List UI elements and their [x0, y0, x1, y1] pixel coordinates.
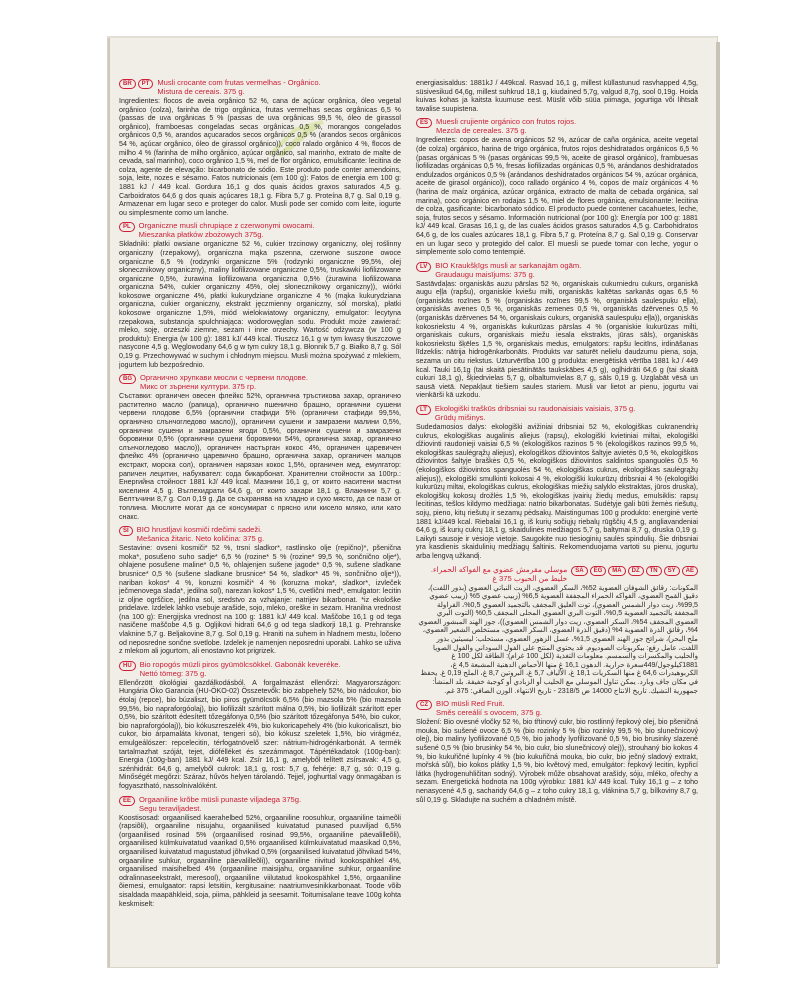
section-title [140, 373, 308, 391]
product-subtitle: Микс от зърнени култури. 375 гр. [140, 382, 257, 392]
country-tag-dz: DZ [628, 566, 644, 576]
section-body: Složení: Bio ovesné vločky 52 %, bio třtinový cukr, bio rostlinný řepkový olej, bio pšeničná mouka, bio sušené ovoce 6,5 % (bio rozinky 5 % (bio rozinky 99,5 %, bio slunečnicový olej), bio maliny lyofilizované 0,5 %, bio jahody lyofilizované 0,5 %, bio brusinky slazené sušené 0,5 % (bio brusinky 54 %, bio cukr, bio slunečnicový olej)), strouhaný bio kokos 4 %, bio kukuřičné lupínky 4 % (bio kukuřičná mouka, bio cukr, bio ječný sladový extrakt, mořská sůl), bio kokos plátky 1,5 %, bio květový med, emulgátor: řepkový lecitin, kypřicí látka (hydrogenuhličitan sodný). Výrobek může obsahovat arašídy, sóju, mléko, ořechy a sezam. Energetická hodnota na 100g výrobku: 1881 kJ/ 449 kcal. Tuky 16,1 g – z toho nenasycené 4,5 g, sacharidy 64,6 g – z toho cukry 18,1 g, vláknina 5,7 g, bílkoviny 8,7 g, sůl 0,19 g. Skladujte na suchém a chladném místě. [416, 718, 698, 804]
section-header [119, 373, 401, 391]
product-title: BIO hrustljavi kosmiči rdečimi sadeži. [136, 525, 263, 535]
package-side-edge [716, 42, 720, 964]
section-header [119, 78, 401, 96]
section-body: Koostisosad: orgaanilised kaerahelbed 52%, orgaaniline roosuhkur, orgaaniline taimeõli (rapsiõli), orgaaniline nisujahu, orgaanilised kuivatatud punased puuviljad 6,5% (orgaanilised rosinad 5% (orgaanilised rosinad 99,5%, orgaaniline päevalilleõli), orgaanilised külmkuivatatud vaarikad 0,5% orgaanilised külmkuivatatud maasikad 0,5%, orgaanilised kuivatatud magustatud jõhvikad 0,5% (orgaanilised kuivatatud jõhvikad 54%, orgaaniline suhkur, orgaaniline päevalilleõli)), orgaaniline riivitud kookospähkel 4%, orgaanilised maisihelbed 4% (orgaaniline maisijahu, orgaaniline suhkur, orgaaniline odralinnaseekstrakt, meresool), orgaaniline viilutatud kookospähkel 1,5%, orgaaniline õiemesi, emulgaator: rapsi letsitiin, kergitusaine: naatriumvesinikkarbonaat. Toode võib sisaldada maapähkleid, soja, piima, pähkleid ja seesamit. Toitumisalane teave 100g kohta keskmiselt: [119, 813, 401, 908]
section-title [140, 660, 341, 678]
language-section-lv [416, 261, 698, 400]
country-tag-lv: LV [416, 262, 431, 272]
product-title: Ekologiški traškūs dribsniai su raudonaisiais vaisiais, 375 g. [434, 404, 636, 413]
product-title: Musli crocante com frutas vermelhas - Orgânico. [157, 78, 321, 87]
country-tag-sa: SA [571, 566, 587, 576]
section-body: Ellenőrzött ökológiai gazdálkodásból. A forgalmazást ellenőrzi: Magyarországon: Hungária Öko Garancia (HU-ÖKO-02) Összetevők: bio zabpehely 52%, bio nádcukor, bio étolaj (repce), bio búzaliszt, bio piros gyümölcsök 6,5% (bio mazsola 5% (bio mazsola 99,5%, bio napraforgóolaj), bio liofilizált szárított málna 0,5%, bio liofilizált szárított eper 0,5%, bio szárított édesített tőzegáfonya 0,5% (bio szárított tőzegáfonya 54%, bio cukor, bio napraforgóolaj)), bio kókuszreszelék 4%, bio kukoricapehely 4% (bio kukoricaliszt, bio cukor, bio árpamaláta kivonat, tengeri só), bio kókusz szeletek 1,5%, bio virágméz, emulgeálószer: repcelecitin, térfogatnövelő szer: nátrium-hidrogénkarbonát. A termék tartalmazhat szóját, tejet, diófélléket és szezámmagot. Tápértékadatok (100g-ban): Energia (100g-ban) 1881 kJ/ 449 kcal. Zsír 16,1 g, amelyből telített zsírsavak: 4,5 g, szénhidrát: 64,6 g, amelyből cukrok: 18,1 g, rost: 5,7 g, fehérje: 8,7 g, só: 0,19 g. Minőségét megőrzi: Száraz, hűvös helyen tárolandó. Tejjel, joghurttal vagy önmagában is fogyasztható, nassolnivalóként. [119, 678, 401, 790]
section-body: Sastāvdaļas: organiskās auzu pārslas 52 %, organiskais cukurniedru cukurs, organiskā augu eļļa (rapšu), organiskie kviešu milti, organiskās kaltētas sarkanās ogas 6,5 % (organiskās rozīnes 5 % (organiskās rozīnes 99,5 %, organiskā saulespuķu eļļa), organiskās avenes 0,5 %, organiskās zemenes 0,5 %, organiskās dzērvenes 0,5 % (organiskās dzērvenes 54 %, organiskais cukurs, organiskā saulespuķu eļļa)), organiskās kokosriekstu 4 %, organiskās kukurūzas pārslas 4 % (organiskie kukurūzas milti, organiskais cukurs, organiskais miežu iesala ekstrakts, jūras sāls), organiskās kokosriekstu šķēles 1,5 %, organiskais medus, emulgators: rapšu lecitīns, irdināšanas līdzeklis: nātrija hidrogēnkarbonāts. Produkts var saturēt nelielu daudzumu piena, soja, sezama un citu riekstus. Uzturvērtība 100 g produkta: energētiskā vērtība 1881 kJ / 449 kcal. Tauki 16,1g (tai skaitā piesātinātās taukskābes 4,5 g), ogļhidrāti 64,6 g (tai skaitā cukuri 18,1 g), šķiedrvielas 5,7 g, olbaltumvielas 8,7 g, sāls 0,19 g. Uzglabāt vēsā un sausā vietā. Nepakļaut tiešiem saules stariem. Musli var lietot ar pienu, jogurtu vai vienkārši kā uzkodu. [416, 279, 698, 400]
product-title: Органично хрупкави мюсли с червени плодове. [140, 373, 308, 383]
section-title [139, 221, 315, 239]
country-tag-es: ES [416, 118, 432, 128]
country-tag-ae: AE [682, 566, 698, 576]
product-subtitle: Grūdų mišinys. [434, 413, 486, 422]
language-section-ee [119, 795, 401, 909]
product-subtitle: Segu teraviljadest. [139, 803, 202, 813]
country-tag-ma: MA [608, 566, 625, 576]
product-subtitle: Mistura de cereais. 375 g. [157, 87, 245, 96]
product-title: موسلي مقرمش عضوي مع الفواكه الحمراء. خليط من الحبوب 375 غ [430, 564, 568, 583]
section-header [416, 404, 698, 422]
section-title [416, 565, 567, 583]
country-tag-ee: EE [119, 796, 135, 806]
product-subtitle: Mezcla de cereales. 375 g. [436, 126, 527, 136]
country-tags [119, 795, 135, 806]
country-tags [119, 525, 133, 536]
country-tag-si: SI [119, 526, 133, 536]
country-tag-sy: SY [664, 566, 680, 576]
country-tags [119, 660, 136, 671]
product-subtitle: Směs cereálií s ovocem, 375 g. [436, 708, 542, 718]
section-header [416, 261, 698, 279]
section-body: energiasisaldus: 1881kJ / 449kcal. Rasvad 16,1 g, millest küllastunud rasvhapped 4,5g, süsivesikud 64,6g, millest suhkrud 18,1 g, kiudained 5,7g, valgud 8,7g, sool 0,19g. Hoida kuivas kohas ja kaitsta kuumuse eest. Müslit võib süüa piimaga, jogurtiga või lihtsalt tavalise suupistena. [416, 79, 698, 113]
language-section-br [119, 78, 401, 217]
section-body: Składniki: płatki owsiane organiczne 52 %, cukier trzcinowy organiczny, olej roślinny organiczny (rzepakowy), organiczna mąka pszenna, czerwone suszone owoce organiczne 6,5 % (rodzynki organiczne 5% (rodzynki organiczne 99,5%, olej słonecznikowy organiczny), maliny liofilizowane organiczne 0,5%, truskawki liofilizowane organiczne 0,5%, żurawina liofilizowana organiczna 0,5% (żurawina liofilizowana organiczna 54%, cukier organiczny 45%, olej słonecznikowy organiczny)), wiórki kokosowe organiczne 4%, płatki kukurydziane organiczne 4 % (mąka kukurydziana organiczna, cukier organiczny, ekstrakt jęczmienny organiczny, sól morska), płatki kokosowe organiczne 1,5%, miód wielokwiatowy organiczny, emulgator: lecytyna rzepakowa, substancja spulchniająca: wodorowęglan sodu. Produkt może zawierać: mleko, soję, orzeszki ziemne, sezam i inne orzechy. Wartość odżywcza (w 100 g produktu): Energia (w 100 g): 1881 kJ/ 449 kcal. Tłuszcz 16,1 g w tym kwasy tłuszczowe nasycone 4,5 g. Węglowodany 64,6 g w tym cukry 18,1 g. Błonnik 5,7 g. Białko 8,7 g. Sól 0,19 g. Przechowywać w suchym i chłodnym miejscu. Musli można spożywać z mlekiem, jogurtem lub bezpośrednio. [119, 240, 401, 369]
section-title [436, 699, 542, 717]
country-tag-lt: LT [416, 405, 431, 415]
language-section-pl [119, 221, 401, 369]
product-subtitle: Mešanica žitaric. Neto količina: 375 g. [136, 534, 265, 544]
country-tag-pt: PT [138, 79, 154, 89]
language-section-hu [119, 660, 401, 791]
country-tag-bg: BG [119, 374, 136, 384]
country-tags [416, 404, 431, 415]
product-subtitle: Nettó tömeg: 375 g. [139, 668, 207, 678]
language-section-cz [416, 699, 698, 804]
section-header [119, 660, 401, 678]
section-title [435, 404, 636, 422]
section-body: Съставки: органичен овесен флейкс 52%, органична тръстикова захар, органично растително масло (рапица), органично пшенично брашно, органични сушени червени плодове 6,5% (органични стафиди 5% (органични стафиди 99,5%, органично слънчогледово масло)), органични сушени и замразени малини 0,5%, органични сушени и замразени ягоди 0,5%, органични сушени и замразени боровинки 0,5% (органични сушени боровинки 54%, органична захар, органично слънчогледово масло)), органичен настърган кокос 4%, органичен царевичен флейкс 4% (органично царевично брашно, органична захар, органичен малцов екстракт, морска сол), органичен нарязан кокос 1,5%, органичен мед, емулгатор: рапичен лецитин, набухвател: сода бикарбонат. Хранителни стойности за 100гр.: Енергийна стойност 1881 kJ/ 449 kcal. Мазнини 16,1 g, от които наситени мастни киселини 4,5 g. Въглехидрати 64,6 g, от които захари 18,1 g. Влакнини 5,7 g. Белтъчини 8,7 g. Сол 0,19 g. Да се съхранява на хладно и сухо място, да се пази от топлина. Мюслите могат да се консумират с прясно или кисело мляко, или като снакс. [119, 392, 401, 521]
country-tag-br: BR [119, 79, 136, 89]
right-column [416, 78, 698, 954]
section-header [416, 565, 698, 583]
left-column [119, 78, 401, 954]
country-tags [119, 78, 153, 89]
language-section-sa [416, 565, 698, 696]
product-title: BIO müsli Red Fruit. [436, 699, 505, 709]
product-subtitle: Graudaugu maisījums: 375 g. [435, 269, 535, 279]
country-tags [416, 261, 431, 272]
language-section-bg [119, 373, 401, 521]
language-section-continued [416, 79, 698, 113]
product-title: Orgaaniline krõbe müsli punaste viljadega 375g. [139, 794, 302, 804]
country-tags [119, 373, 136, 384]
section-header [119, 525, 401, 543]
product-title: Organiczne musli chrupiące z czerwonymi owocami. [138, 221, 315, 231]
section-header [416, 699, 698, 717]
ingredients-page [119, 78, 704, 954]
country-tags [416, 699, 432, 710]
product-title: BIO Kraukšķīgs musli ar sarkanajām ogām. [435, 260, 582, 270]
country-tag-eg: EG [590, 566, 607, 576]
country-tag-cz: CZ [416, 700, 432, 710]
section-title [435, 261, 581, 279]
language-section-lt [416, 404, 698, 561]
section-header [416, 117, 698, 135]
section-title [157, 78, 320, 96]
section-header [119, 795, 401, 813]
section-body: Sestavine: ovseni kosmiči* 52 %, trsni sladkor*, rastlinsko olje (repično)*, pšenična moka*, posušeno suho sadje* 6,5 % (rozine* 5 % (rozine* 99,5 %, sončnično olje*), ohlajene posušene maline* 0,5 %, ohlajenjen sušene jagode* 0,5 %, sušene sladkane brusnice* 0,5 % (sušene sladkane brusnice* 54 %, sladkor* 45 %, sončnično olje*)), nariban kokos* 4 %, koruzni kosmiči* 4 % (koruzna moka*, sladkor*, izvleček ječmenovega slada*, jedilna sol), narezan kokos* 1,5 %, cvetlični med*, emulgator: lecitin iz oljne ogrščice, jedilna sol, sredstvo za vzhajanje: natrijev bikarbonat. *iz ekološke pridelave. Izdelek lahko vsebuje arašide, sojo, mleko, oreške in sezam. Hranilna vrednost (na 100 g): Energijska vrednost na 100 g: 1881 kJ/ 449 kcal. Maščobe 16,1 g od tega nasičene maščobe 4,5 g. Ogljikovi hidrati 64,6 g od tega sladkorji 18,1 g. Prehranske vlaknine 5,7 g. Beljakovine 8,7 g. Sol 0,19 g. Hraniti na suhem in hladnem mestu, ločeno od neposredne sončne svetlobe. Izdelek je namenjen neposredni uporabi. Lahko se uživa z mlekom ali jogurtom, ali enostavno kot prigrizek. [119, 544, 401, 656]
country-tags [571, 565, 698, 576]
product-title: Bio ropogós müzli piros gyümölcsökkel. Gabonák keveréke. [139, 659, 341, 669]
language-section-si [119, 525, 401, 656]
product-title: Muesli crujiente orgánico con frutos rojos. [436, 117, 577, 127]
section-title [139, 795, 301, 813]
country-tags [416, 117, 432, 128]
section-body: Ingredientes: flocos de aveia orgânico 52 %, cana de açúcar orgânica, óleo vegetal orgânico (colza), farinha de trigo orgânica, frutas vermelhas secas orgânicas 6,5 % (passas de uva orgânicas 5 % (passas de uva orgânicas 99,5 %, óleo de girassol orgânico), framboesas congeladas secas orgânicas 0,5 %, morangos congelados orgânicos 0,5 %, arandos açucarados secos orgânicos 0,5 % (arandos secos orgânicos 54 %, açúcar orgânico, óleo de girassol orgânico)), coco ralado orgânico 4 %, flocos de milho 4 % (farinha de milho orgânico, açúcar orgânico, sal marinho, extrato de malte de cevada, sal marinho), coco orgânico 1,5 %, mel de flor orgânico, emulsificante: lecitina de colza, agente de elevação: bicarbonato de sódio. Este produto pode conter amendoins, soja, leite, nozes e sésamo. Fatos nutricionais (em 100 g): Fatos de energia em 100 g: 1881 kJ / 449 kcal. Gordura 16,1 g dos quais ácidos graxos saturados 4,5 g. Carboidratos 64,6 g dos quais açúcares 18,1 g. Fibra 5,7 g. Proteína 8,7 g. Sal 0,19 g. Armazenar em lugar seco e proteger do calor. Musli pode ser comido com leite, iogurte ou simplesmente como um lanche. [119, 97, 401, 217]
section-header [119, 221, 401, 239]
product-subtitle: Mieszanka płatków zbożowych 375g. [138, 230, 264, 240]
country-tag-pl: PL [119, 222, 135, 232]
language-section-es [416, 117, 698, 256]
section-title [137, 525, 264, 543]
section-body: المكونات: رقائق الشوفان العضوية 52%، السكر العضوي، الزيت النباتي العضوي (بذور اللفت)، دقيق القمح العضوي، الفواكه الحمراء المجففة العضوية 6,5% (زبيب عضوي 5% (زبيب عضوي 99,5%، زيت دوار الشمس العضوي)، توت العليق المجفف بالتجميد العضوي 0,5%، الفراولة المجففة بالتجميد العضوية 0,5%، التوت البري العضوي المحلى المجفف 0,5% (التوت البري العضوي المجفف 54%، السكر العضوي، زيت دوار الشمس العضوي))، جوز الهند المبشور العضوي 4%، رقائق الذرة العضوية 4% (دقيق الذرة العضوي، السكر العضوي، مستخلص الشعير العضوي، ملح البحر)، شرائح جوز الهند العضوي 1,5%، عسل الزهور العضوي، مستحلب: ليسيثين بذور اللفت، عامل رفع: بيكربونات الصوديوم. قد يحتوي المنتج على الفول السوداني والفول الصويا والحليب والمكسرات والسمسم. معلومات التغذية (لكل 100 غرام): الطاقة لكل 100 غ 1881كيلوجول/449سعرة حرارية. الدهون 16,1 غ منها الأحماض الدهنية المشبعة 4,5 غ، الكربوهيدرات 64,6 غ منها السكريات 18,1 غ، الألياف 5,7 غ، البروتين 8,7 غ، الملح 0,19 غ. يحفظ في مكان جاف وبارد. يمكن تناول الموسلي مع الحليب أو الزبادي أو كوجبة خفيفة. بلد المنشأ: جمهورية التشيك. تاريخ الانتاج 14000 ض 2318/5 - تاريخ الانتهاء. الوزن الصافي: 375 غم. [418, 583, 698, 695]
country-tags [119, 221, 135, 232]
country-tag-tn: TN [646, 566, 662, 576]
section-title [436, 117, 576, 135]
country-tag-hu: HU [119, 661, 136, 671]
package-top-fold [107, 36, 716, 38]
section-body: Sudedamosios dalys: ekologiški avižiniai dribsniai 52 %, ekologiškas cukranendrių cukrus, ekologiškas augalinis aliejus (rapsų), ekologiški kvietiniai miltai, ekologiški džiovinti raudonieji vaisiai 6,5 % (ekologiškos razinos 5 % (ekologiškos razinos 99,5 %, ekologiškas saulėgrąžų aliejus), ekologiškos džiovintos šaltyje avietės 0,5 %, ekologiškos džiovintos šaltyje braškės 0,5 %, ekologiškos džiovintos saldintos spanguolės 0,5 % (ekologiškos džiovintos spanguolės 54 %, ekologiškas cukrus, ekologiškas saulėgrąžų aliejus)), ekologiški smulkinti kokosai 4 %, ekologiški kukurūzų dribsniai 4 % (ekologiški kukurūzų miltai, ekologiškas cukrus, ekologiškas miežių salyklo ekstraktas, jūros druska), ekologiškų kokosų drožlės 1,5 %, ekologiškas įvairių žiedų medus, emulsiklis: rapsų lecitinas, tešlos kildymo medžiaga: natrio bikarbonatas. Sudėtyje gali būti žemės riešutų, sojų, pieno, kitų riešutų ir sezamų pėdsakų. Maistingumas 100 g produkto: energinė vertė 1881 kJ/449 kcal. Riebalai 16,1 g, iš kurių sočiųjų riebalų rūgščių 4,5 g, angliavandeniai 64,6 g, iš kurių cukrų 18,1 g, skaidulinės medžiagos 5,7 g, baltymai 8,7 g, druska 0,19 g. Laikyti sausoje ir vėsioje vietoje. Saugokite nuo tiesioginių saulės spindulių. Šie dribsniai yra kasdienis skaidulinių medžiagų šaltinis. Rekomenduojama vartoti su pienu, jogurtu arba lengvą užkandį. [416, 423, 698, 560]
section-body: Ingredientes: copos de avena orgánicos 52 %, azúcar de caña orgánica, aceite vegetal (de colza) orgánico, harina de trigo orgánica, frutos rojos deshidratados orgánicos 6,5 % (pasas orgánicas 5 % (pasas orgánicas 99,5 %, aceite de girasol orgánico), frambuesas liofilizadas orgánicas 0,5 %, fresas liofilizadas orgánicas 0,5 %, arándanos deshidratados endulzados orgánicos 0,5 % (arándanos deshidratados orgánicos 54 %, azúcar orgánica, aceite de girasol orgánico)), coco rallado orgánico 4 %, copos de maíz orgánicos 4 % (harina de maíz orgánica, azúcar orgánica, extracto de malta de cebada orgánica, sal marina), coco orgánico en rodajas 1,5 %, miel de flores orgánica, emulsionante: lecitina de colza, gasificante: bicarbonato sódico. El producto puede contener cacahuetes, leche, soja, frutos secos y sésamo. Información nutricional (por 100 g): Energía por 100 g: 1881 kJ/ 449 kcal. Grasas 16,1 g, de las cuales ácidos grasos saturados 4,5 g. Carbohidratos 64,6 g, de los cuales azúcares 18,1 g. Fibra 5,7 g. Proteína 8,7 g. Sal 0,19 g. Conservar en un lugar seco y protegido del calor. El muesli se puede tomar con leche, yogur o simplemente solo como tentempié. [416, 136, 698, 257]
